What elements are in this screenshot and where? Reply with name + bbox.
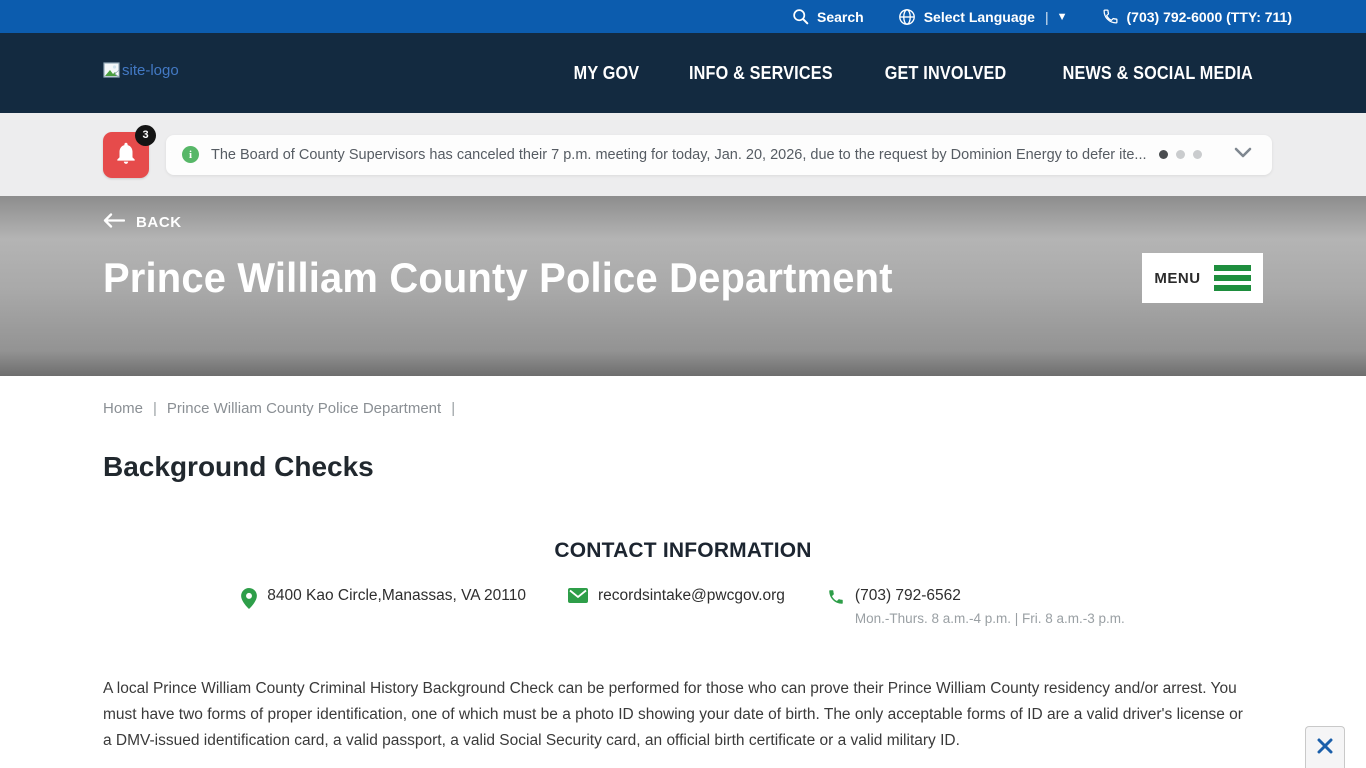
chat-close-button[interactable] [1305,726,1345,768]
phone-number: (703) 792-6000 (TTY: 711) [1126,8,1292,25]
main-content [103,400,1263,754]
nav-news-social-media[interactable]: NEWS & SOCIAL MEDIA [1062,62,1253,83]
nav-info-services[interactable]: INFO & SERVICES [688,62,833,83]
alert-carousel-dots [1159,150,1202,159]
location-pin-icon [241,587,257,614]
globe-icon [898,8,916,26]
language-divider: | [1044,8,1049,25]
chevron-down-icon: ▼ [1056,10,1068,23]
phone-icon [827,587,845,611]
contact-info-row [103,587,1263,626]
back-arrow-icon [103,213,125,232]
carousel-dot[interactable] [1159,150,1168,159]
hamburger-icon [1214,265,1251,291]
nav-get-involved[interactable]: GET INVOLVED [885,62,1007,83]
alert-banner [166,135,1272,175]
language-label: Select Language [923,8,1035,25]
breadcrumb [103,400,1263,417]
email-link[interactable]: recordsintake@pwcgov.org [598,587,785,604]
search-icon [792,8,809,25]
language-selector[interactable] [898,8,1068,26]
contact-phone [827,587,1125,626]
page-title: Prince William County Police Department [103,254,893,301]
site-logo-alt-text: site-logo [122,61,179,79]
phone-link[interactable]: (703) 792-6562 [854,587,961,604]
primary-nav [570,63,1263,84]
alert-expand-button[interactable] [1230,147,1256,162]
close-icon [1317,738,1333,757]
alert-band [0,113,1366,196]
site-logo[interactable] [103,62,179,85]
breadcrumb-separator: | [153,400,157,417]
phone-icon [1102,8,1119,25]
menu-label: MENU [1154,269,1201,287]
address-text: 8400 Kao Circle,Manassas, VA 20110 [267,587,527,604]
section-heading: Background Checks [103,451,374,482]
back-link[interactable] [103,213,182,232]
broken-image-icon [103,62,121,85]
office-hours: Mon.-Thurs. 8 a.m.-4 p.m. | Fri. 8 a.m.-3 p.m. [854,611,1125,626]
bell-icon [113,140,139,169]
contact-email [568,587,785,608]
search-button[interactable] [792,8,864,25]
search-label: Search [817,8,864,25]
breadcrumb-separator: | [451,400,456,417]
carousel-dot[interactable] [1176,150,1185,159]
nav-my-gov[interactable]: MY GOV [573,62,640,83]
contact-address [241,587,526,614]
back-label: BACK [136,214,182,231]
info-icon: i [182,146,199,163]
notifications-button[interactable] [103,129,149,178]
chevron-down-icon [1234,147,1252,162]
main-header [0,33,1366,113]
envelope-icon [568,587,588,608]
utility-bar [0,0,1366,33]
notification-count-badge: 3 [135,125,156,146]
page-hero [0,196,1366,376]
alert-message: The Board of County Supervisors has canceled their 7 p.m. meeting for today, Jan. 20, 2026, due to the request by Dominion Energy to defer ite... [211,146,1147,163]
breadcrumb-police-department[interactable]: Prince William County Police Department [166,400,442,417]
breadcrumb-home[interactable]: Home [103,400,144,417]
body-paragraph: A local Prince William County Criminal History Background Check can be performed for those who can prove their Prince William County residency and/or arrest. You must have two forms of proper identification, one of which must be a photo ID showing your date of birth. The only acceptable forms of ID are a valid driver's license or a DMV-issued identification card, a valid passport, a valid Social Security card, an official birth certificate or a valid military ID. [103,680,1243,749]
header-phone[interactable] [1102,8,1293,25]
menu-button[interactable] [1142,253,1263,303]
contact-information-heading: CONTACT INFORMATION [554,539,812,562]
carousel-dot[interactable] [1193,150,1202,159]
